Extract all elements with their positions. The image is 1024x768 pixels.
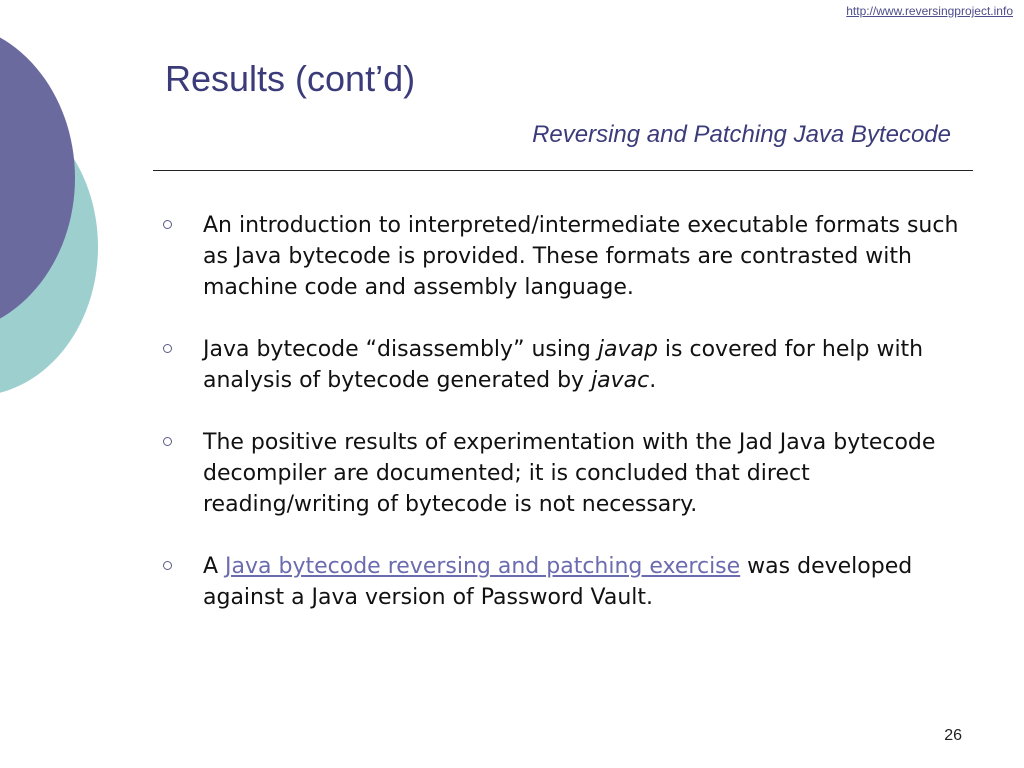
bullet-text: The positive results of experimentation with the Jad Java bytecode decompiler are documented; it is concluded that direct reading/writing of bytecode is not necessary.	[203, 430, 936, 517]
bullet-item-intro	[163, 210, 983, 303]
bullet-text: was developed against a Java version of Password Vault.	[203, 554, 913, 610]
source-url-link[interactable]: http://www.reversingproject.info	[846, 4, 1013, 18]
javap-term: javap	[597, 337, 658, 362]
bullet-item-javap	[163, 334, 983, 396]
exercise-link[interactable]: Java bytecode reversing and patching exercise	[225, 554, 741, 579]
page-number: 26	[944, 727, 962, 744]
bullet-circle-icon	[163, 437, 172, 446]
bullet-text: is covered for help with analysis of bytecode generated by	[203, 337, 924, 393]
javac-term: javac	[591, 368, 650, 393]
bullet-circle-icon	[163, 220, 172, 229]
bullet-text: Java bytecode “disassembly” using	[203, 337, 598, 362]
slide-subtitle: Reversing and Patching Java Bytecode	[532, 121, 951, 148]
bullet-circle-icon	[163, 344, 172, 353]
bullet-text: An introduction to interpreted/intermediate executable formats such as Java bytecode is provided. These formats are contrasted with machine code and assembly language.	[203, 213, 959, 300]
title-divider	[153, 170, 973, 171]
bullet-item-exercise	[163, 551, 983, 613]
bullet-text: A	[203, 554, 226, 579]
bullet-circle-icon	[163, 561, 172, 570]
bullet-list	[163, 210, 983, 644]
slide-title: Results (cont’d)	[165, 58, 416, 99]
bullet-text: .	[649, 368, 657, 393]
bullet-item-jad	[163, 427, 983, 520]
